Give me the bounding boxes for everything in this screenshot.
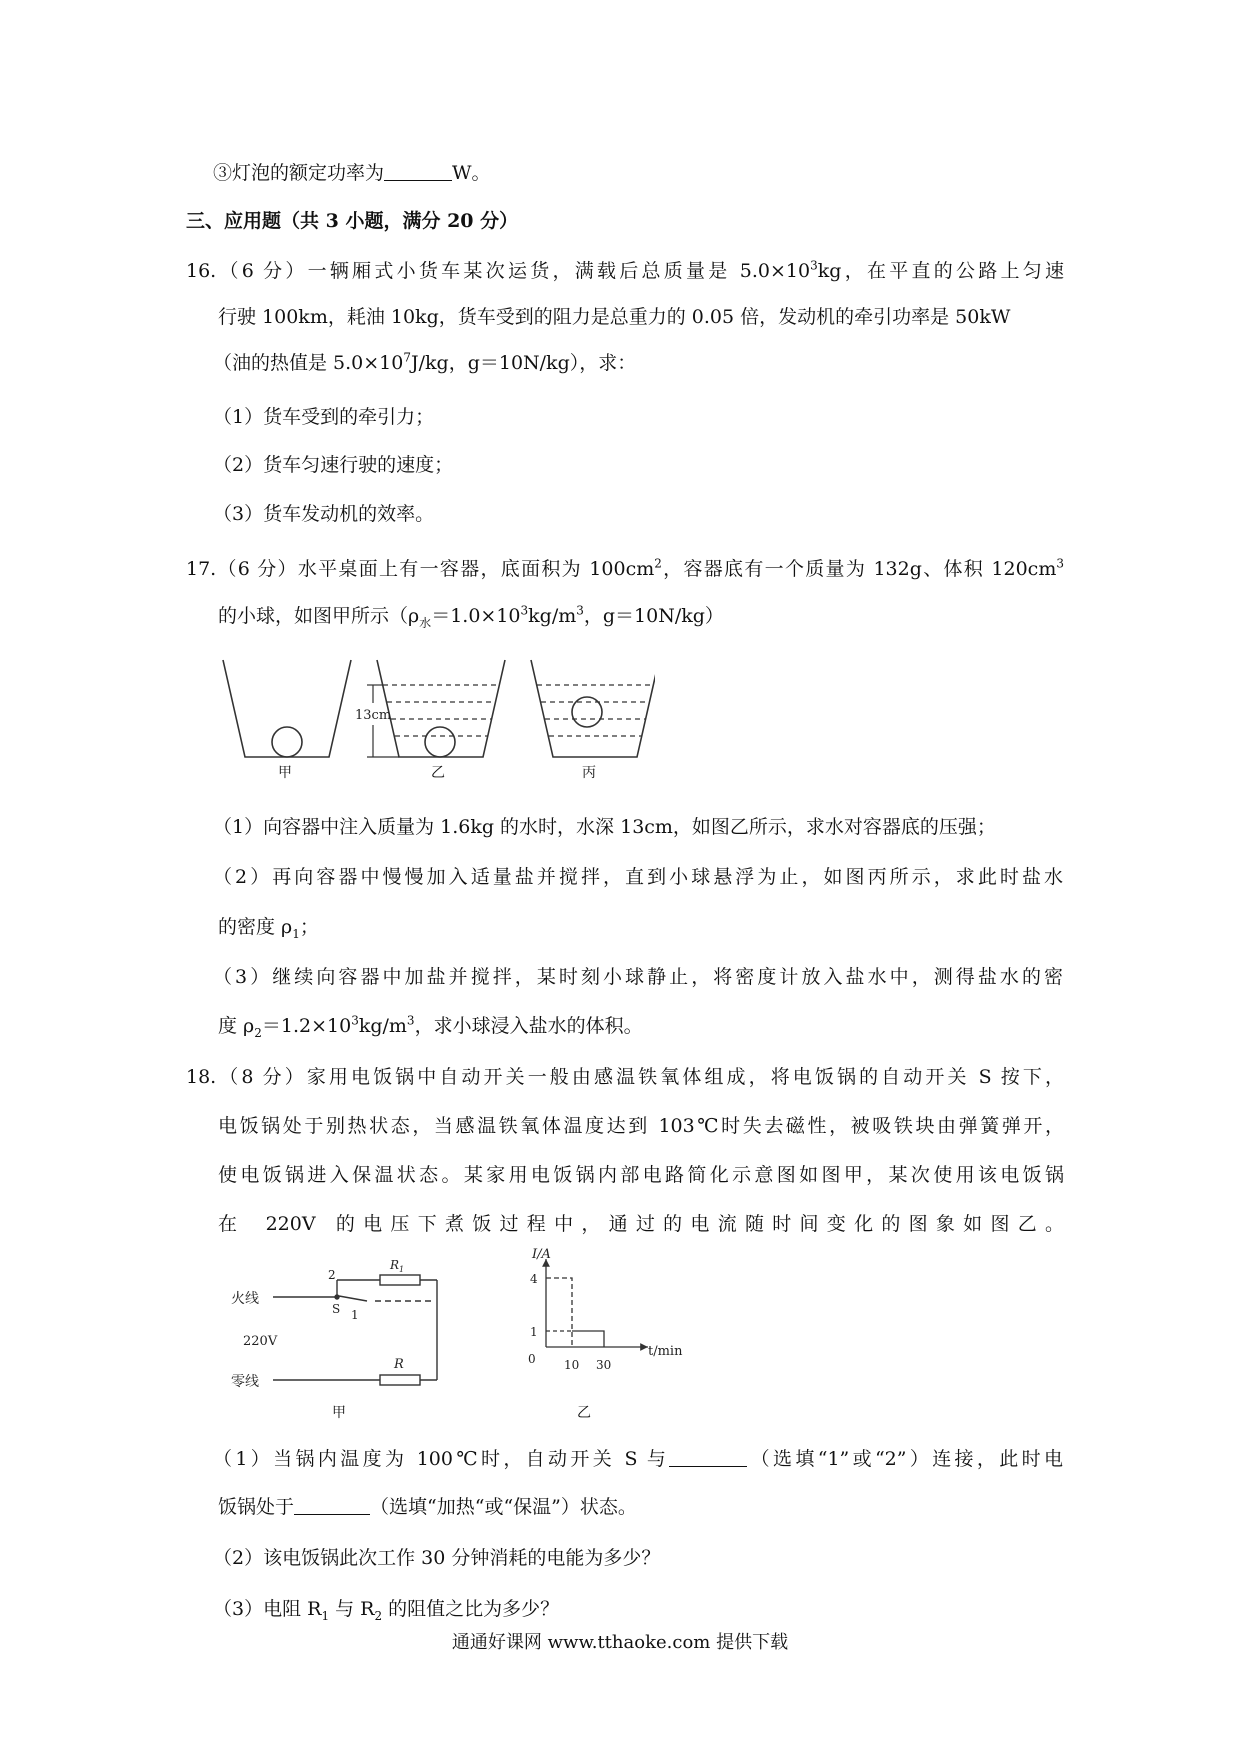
q17-sub2-line2: 的密度 $\rho_1$； <box>218 916 319 941</box>
y-axis-label: I/A <box>532 1247 551 1262</box>
fig-label-jia: 甲 <box>278 765 292 781</box>
container-yi <box>377 660 505 757</box>
q17-sub1: （1）向容器中注入质量为 1.6kg 的水时，水深 13cm，如图乙所示，求水对容器底的压强； <box>213 816 996 838</box>
y-tick-4: 4 <box>530 1272 538 1286</box>
q17-sub3-line2: 度 $\rho_2=1.2\times 10^3kg/m^3$，求小球浸入盐水的体积。 <box>218 1013 643 1040</box>
y-tick-1: 1 <box>530 1325 538 1339</box>
neutral-wire-label: 零线 <box>231 1374 259 1390</box>
r-label: R <box>394 1357 404 1372</box>
answer-blank-2[interactable] <box>294 1494 370 1515</box>
container-jia <box>223 660 351 757</box>
x-tick-30: 30 <box>596 1358 612 1372</box>
x-axis-label: t/min <box>648 1344 683 1359</box>
q17-line2: 的小球，如图甲所示（$\rho_水=1.0\times 10^3kg/m^3$，g＝10N/kg） <box>218 603 724 630</box>
q18-sub3: （3）电阻 $R_1$ 与 $R_2$ 的阻值之比为多少？ <box>213 1598 560 1623</box>
q16-line1: 16.（6 分）一辆厢式小货车某次运货，满载后总质量是 $5.0\times 10^3kg$，在平直的公路上匀速 <box>186 258 1065 282</box>
q16-sub2: （2）货车匀速行驶的速度； <box>213 454 454 476</box>
live-wire-label: 火线 <box>231 1291 259 1307</box>
q18-circuit-diagram <box>225 1255 455 1400</box>
q18-sub1-line1: （1）当锅内温度为 100℃时，自动开关 S 与 （选填“1”或“2”）连接，此时电 <box>213 1448 1063 1470</box>
origin-label: 0 <box>528 1352 536 1366</box>
section-title: 三、应用题（共 3 小题，满分 20 分） <box>186 210 519 232</box>
x-tick-10: 10 <box>564 1358 580 1372</box>
q15-item3: ③灯泡的额定功率为 W。 <box>213 162 491 184</box>
answer-blank[interactable] <box>384 160 452 181</box>
q18-current-graph <box>520 1247 700 1372</box>
q18-line2: 电饭锅处于别热状态，当感温铁氧体温度达到 103℃时失去磁性，被吸铁块由弹簧弹开， <box>218 1115 1064 1137</box>
graph-fig-label: 乙 <box>577 1405 591 1421</box>
q16-sub1: （1）货车受到的牵引力； <box>213 406 435 428</box>
ball-yi <box>425 727 455 757</box>
q16-line3: （油的热值是 $5.0\times 10^7J/kg$，g＝10N/kg），求： <box>213 350 637 374</box>
resistor-r1 <box>380 1275 420 1285</box>
contact-2-label: 2 <box>328 1268 336 1282</box>
current-1a-solid <box>572 1331 604 1347</box>
water-lines-bing <box>537 685 654 736</box>
q17-line1: 17.（6 分）水平桌面上有一容器，底面积为 $100cm^2$，容器底有一个质量为 132g、体积 $120cm^3$ <box>186 556 1064 580</box>
r1-label: $R_1$ <box>390 1258 405 1274</box>
answer-blank-1[interactable] <box>669 1446 747 1467</box>
water-lines-yi <box>383 685 500 736</box>
q18-sub2: （2）该电饭锅此次工作 30 分钟消耗的电能为多少？ <box>213 1547 661 1569</box>
depth-label: 13cm <box>355 708 392 723</box>
q18-line3: 使电饭锅进入保温状态。某家用电饭锅内部电路简化示意图如图甲，某次使用该电饭锅 <box>218 1164 1064 1186</box>
q17-sub3-line1: （3）继续向容器中加盐并搅拌，某时刻小球静止，将密度计放入盐水中，测得盐水的密 <box>213 966 1063 988</box>
fig-label-yi: 乙 <box>431 765 445 781</box>
q17-sub2-line1: （2）再向容器中慢慢加入适量盐并搅拌，直到小球悬浮为止，如图丙所示，求此时盐水 <box>213 866 1063 888</box>
voltage-label: 220V <box>243 1334 278 1349</box>
page-footer: 通通好课网 www.tthaoke.com 提供下载 <box>451 1632 789 1653</box>
resistor-r <box>380 1375 420 1385</box>
ball-jia <box>272 727 302 757</box>
circuit-fig-label: 甲 <box>332 1405 346 1421</box>
q18-line1: 18.（8 分）家用电饭锅中自动开关一般由感温铁氧体组成，将电饭锅的自动开关 S 按下， <box>186 1066 1064 1088</box>
current-4a-segment <box>546 1278 572 1347</box>
container-bing <box>531 660 655 757</box>
switch-label: S <box>332 1302 341 1316</box>
q18-line4: 在 220V 的电压下煮饭过程中，通过的电流随时间变化的图象如图乙。 <box>218 1213 1064 1235</box>
q18-sub1-line2: 饭锅处于 （选填“加热“或“保温”）状态。 <box>218 1496 637 1518</box>
q16-line2: 行驶 100km，耗油 10kg，货车受到的阻力是总重力的 0.05 倍，发动机的牵引功率是 50kW <box>218 306 1011 328</box>
fig-label-bing: 丙 <box>582 765 596 781</box>
q16-sub3: （3）货车发动机的效率。 <box>213 503 435 525</box>
contact-1-label: 1 <box>351 1308 359 1322</box>
